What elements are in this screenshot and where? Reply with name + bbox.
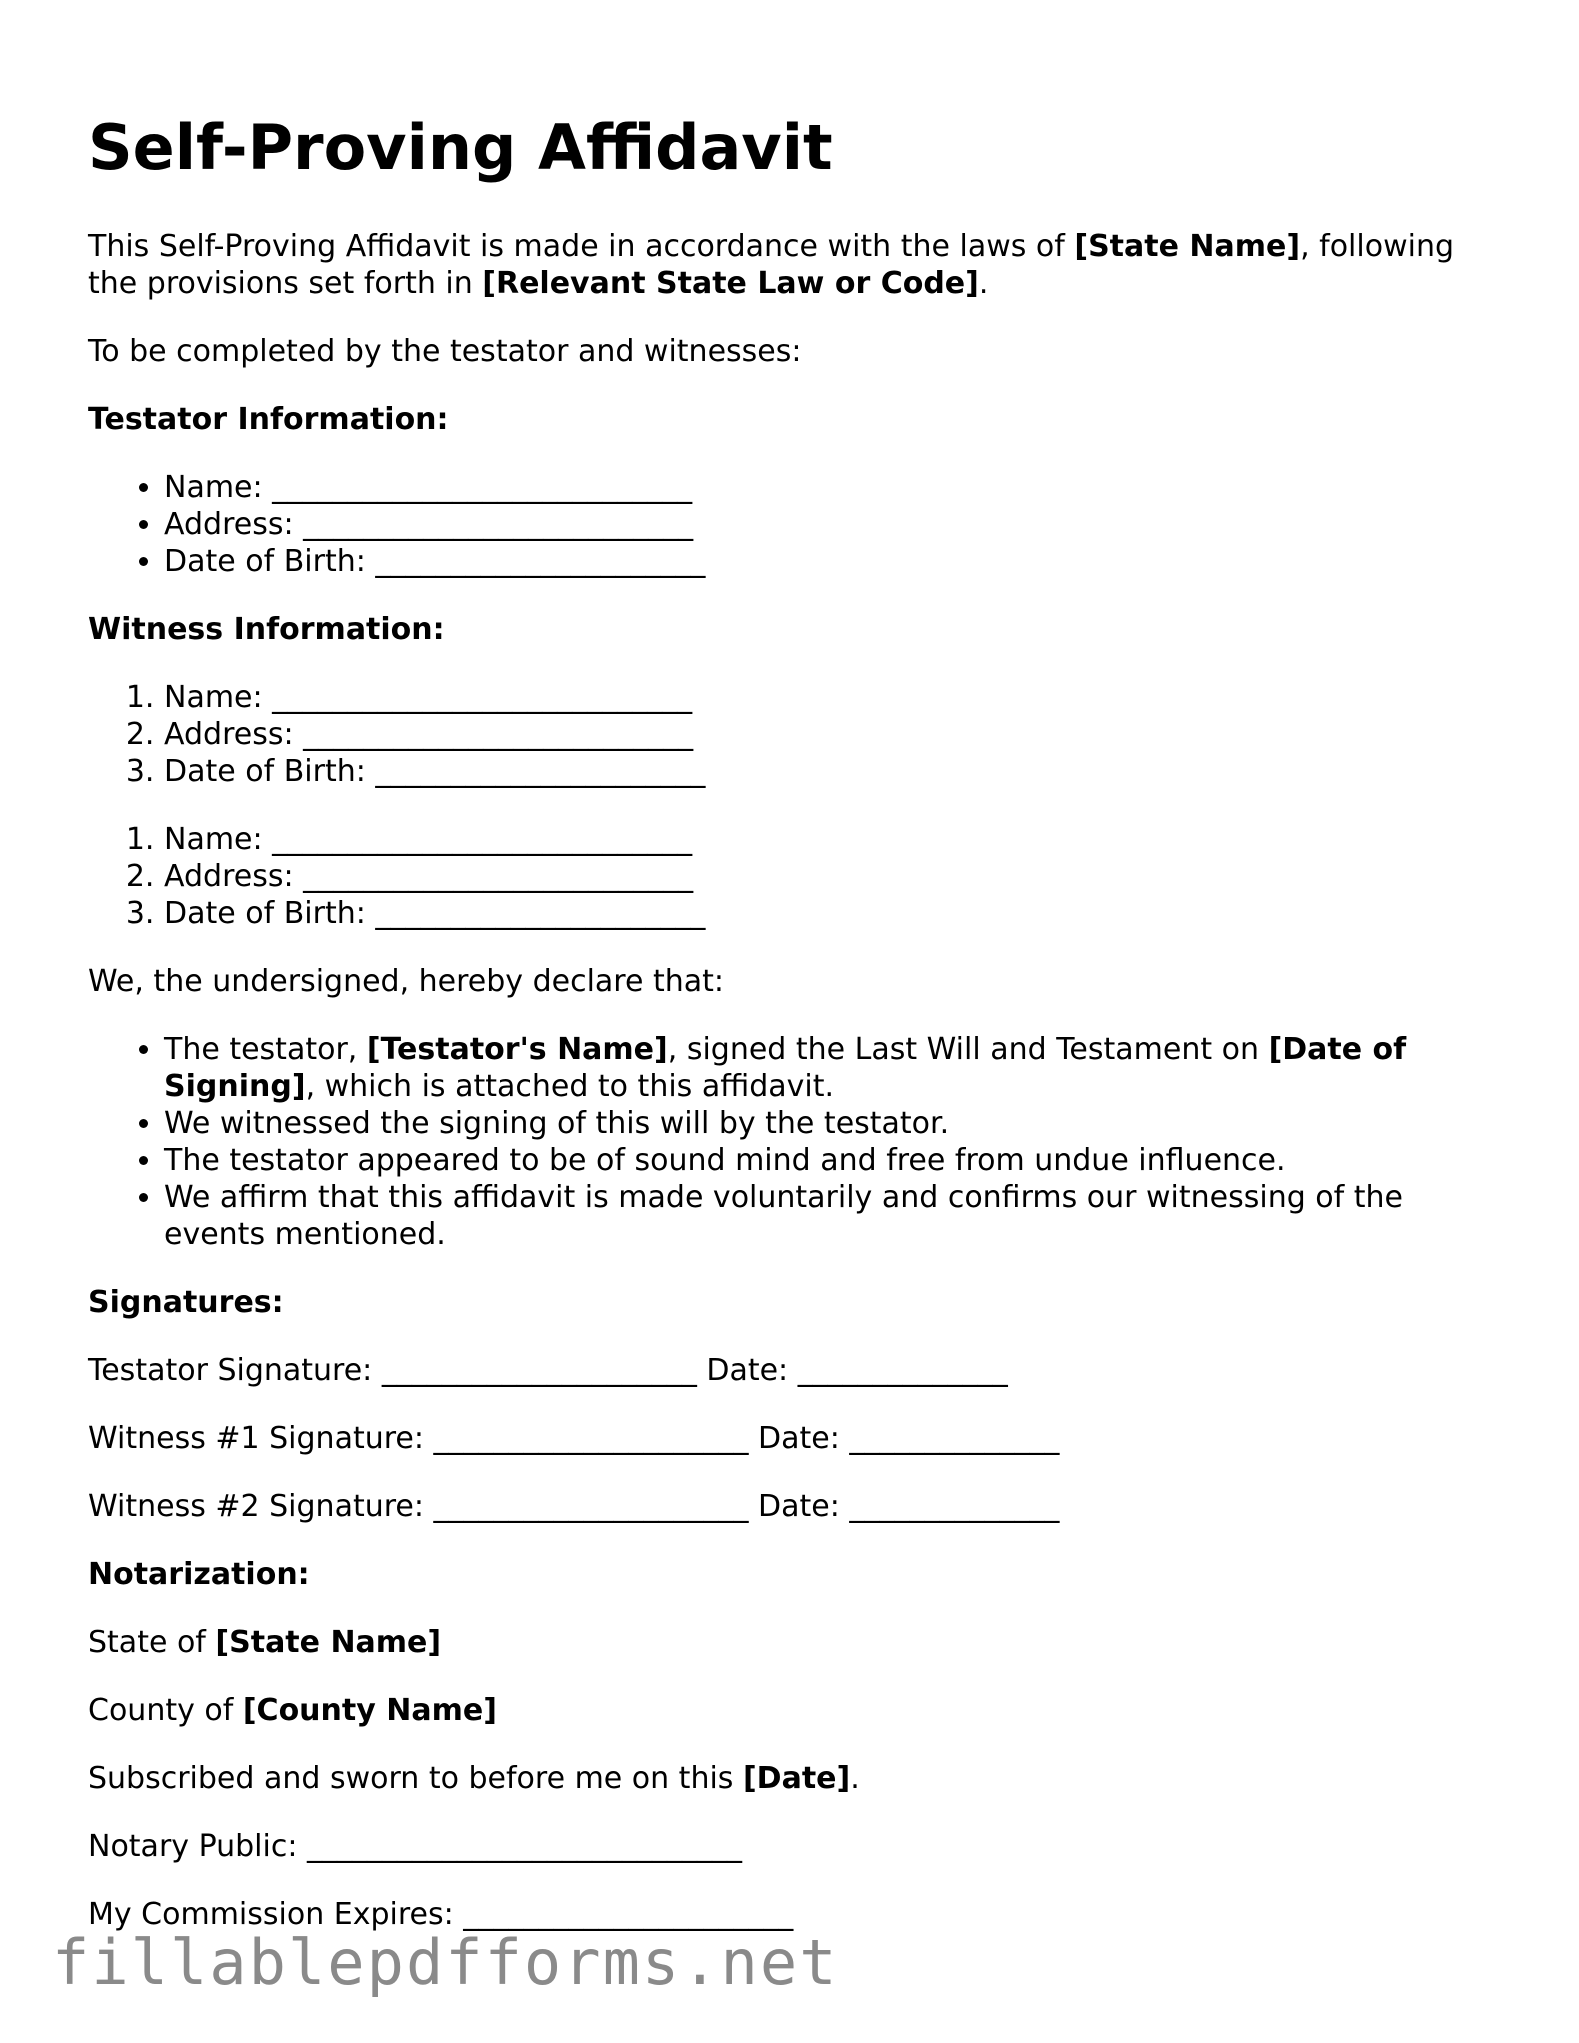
declaration-item: • The testator appeared to be of sound mind and free from undue influence.	[164, 1142, 1508, 1179]
witness-1-fields	[88, 679, 1508, 790]
testator-dob-field[interactable]: • Date of Birth: ______________________	[164, 543, 1508, 580]
declaration-item	[164, 1031, 1508, 1105]
intro-text-1: This Self-Proving Affidavit is made in accordance with the laws of	[88, 229, 1075, 264]
notarization-heading: Notarization:	[88, 1557, 310, 1592]
sworn-label: Subscribed and sworn to before me on this	[88, 1761, 743, 1796]
notary-county-line	[88, 1692, 1508, 1729]
notary-public-line[interactable]: Notary Public: _____________________________	[88, 1829, 742, 1864]
declaration-text-c: , which is attached to this affidavit.	[305, 1069, 835, 1104]
document-page	[88, 110, 1508, 1964]
witness-1-dob-field[interactable]: 3. Date of Birth: ______________________	[164, 753, 1508, 790]
witness-1-address-field[interactable]: 2. Address: __________________________	[164, 716, 1508, 753]
notary-county-placeholder: [County Name]	[242, 1693, 497, 1728]
testator-heading: Testator Information:	[88, 402, 449, 437]
declaration-list	[88, 1031, 1508, 1253]
testator-name-field[interactable]: • Name: ____________________________	[164, 469, 1508, 506]
intro-text-3: .	[978, 266, 989, 301]
instruction-text: To be completed by the testator and witnesses:	[88, 334, 802, 369]
testator-fields	[88, 469, 1508, 580]
declaration-item: • We witnessed the signing of this will by the testator.	[164, 1105, 1508, 1142]
declaration-item: • We affirm that this affidavit is made voluntarily and confirms our witnessing of the events mentioned.	[164, 1179, 1508, 1253]
state-placeholder: [State Name]	[1074, 229, 1301, 264]
notary-state-label: State of	[88, 1625, 216, 1660]
witness-2-dob-field[interactable]: 3. Date of Birth: ______________________	[164, 895, 1508, 932]
sworn-end: .	[850, 1761, 860, 1796]
signing-date-placeholder: [Date of Signing]	[164, 1032, 1407, 1104]
declaration-text-a: The testator,	[164, 1032, 367, 1067]
testator-signature-line[interactable]: Testator Signature: _____________________ Date: ______________	[88, 1353, 1008, 1388]
testator-name-placeholder: [Testator's Name]	[366, 1032, 668, 1067]
document-title: Self-Proving Affidavit	[88, 111, 833, 184]
witness-2-fields	[88, 821, 1508, 932]
witness-2-name-field[interactable]: 1. Name: ____________________________	[164, 821, 1508, 858]
notary-state-line	[88, 1624, 1508, 1661]
sworn-date-placeholder: [Date]	[742, 1761, 851, 1796]
sworn-line	[88, 1760, 1508, 1797]
witness-2-signature-line[interactable]: Witness #2 Signature: _____________________ Date: ______________	[88, 1489, 1060, 1524]
intro-paragraph	[88, 228, 1508, 302]
witness-1-signature-line[interactable]: Witness #1 Signature: _____________________ Date: ______________	[88, 1421, 1060, 1456]
law-placeholder: [Relevant State Law or Code]	[482, 266, 979, 301]
witness-heading: Witness Information:	[88, 612, 445, 647]
notary-state-placeholder: [State Name]	[215, 1625, 442, 1660]
notary-county-label: County of	[88, 1693, 243, 1728]
testator-address-field[interactable]: • Address: __________________________	[164, 506, 1508, 543]
watermark-text: fillablepdfforms.net	[52, 1926, 839, 1999]
intro-text-2: , following the provisions set forth in	[88, 229, 1455, 301]
signatures-heading: Signatures:	[88, 1285, 284, 1320]
commission-expires-line[interactable]: My Commission Expires: ______________________	[88, 1897, 794, 1932]
declaration-text-b: , signed the Last Will and Testament on	[667, 1032, 1269, 1067]
declaration-lead: We, the undersigned, hereby declare that:	[88, 964, 725, 999]
witness-1-name-field[interactable]: 1. Name: ____________________________	[164, 679, 1508, 716]
witness-2-address-field[interactable]: 2. Address: __________________________	[164, 858, 1508, 895]
